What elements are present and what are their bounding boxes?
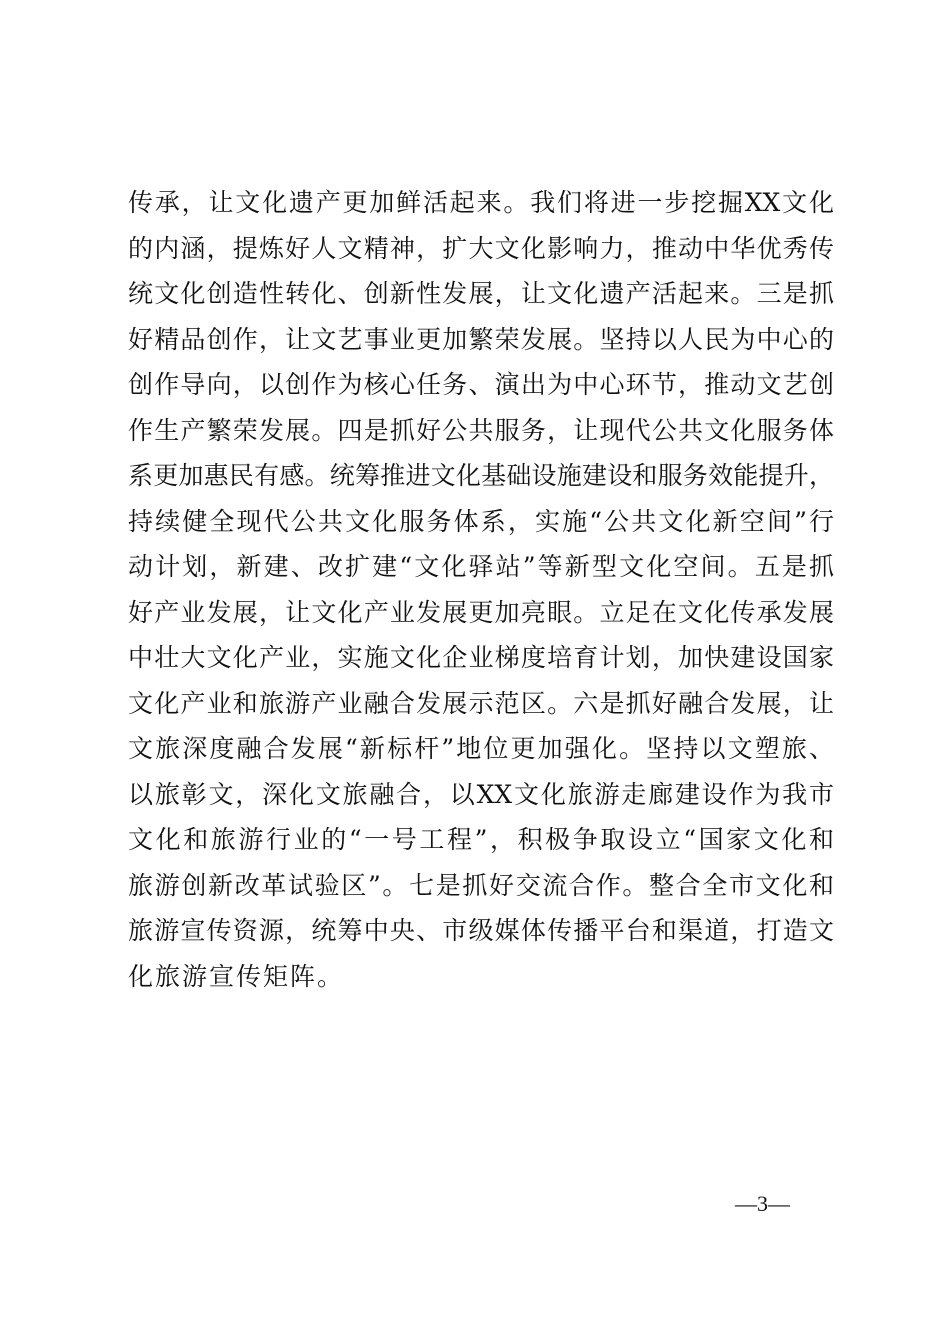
text-line: 作生产繁荣发展。四是抓好公共服务，让现代公共文化服务体 (128, 415, 834, 445)
text-line: 文旅深度融合发展“新标杆”地位更加强化。坚持以文塑旅、 (128, 734, 834, 763)
text-line: 旅游宣传资源，统筹中央、市级媒体传播平台和渠道，打造文 (128, 916, 834, 945)
text-line: 的内涵，提炼好人文精神，扩大文化影响力，推动中华优秀传 (128, 233, 834, 263)
text-line: 中壮大文化产业，实施文化企业梯度培育计划，加快建设国家 (128, 643, 834, 672)
text-line: 文化和旅游行业的“一号工程”，积极争取设立“国家文化和 (128, 825, 834, 854)
body-paragraph (128, 180, 834, 999)
text-line: 系更加惠民有感。统筹推进文化基础设施建设和服务效能提升， (128, 461, 834, 490)
text-line: 统文化创造性转化、创新性发展，让文化遗产活起来。三是抓 (128, 279, 834, 308)
text-line: 好精品创作，让文艺事业更加繁荣发展。坚持以人民为中心的 (128, 324, 834, 354)
text-line: 持续健全现代公共文化服务体系，实施“公共文化新空间”行 (128, 506, 834, 536)
text-line: 以旅彰文，深化文旅融合，以XX文化旅游走廊建设作为我市 (128, 779, 834, 809)
text-line: 创作导向，以创作为核心任务、演出为中心环节，推动文艺创 (128, 370, 834, 399)
text-line: 文化产业和旅游产业融合发展示范区。六是抓好融合发展，让 (128, 688, 834, 718)
text-line: 传承，让文化遗产更加鲜活起来。我们将进一步挖掘XX文化 (128, 188, 834, 217)
text-line: 动计划，新建、改扩建“文化驿站”等新型文化空间。五是抓 (128, 552, 834, 581)
page-number: —3— (735, 1191, 790, 1216)
text-line: 好产业发展，让文化产业发展更加亮眼。立足在文化传承发展 (128, 597, 834, 627)
text-line: 旅游创新改革试验区”。七是抓好交流合作。整合全市文化和 (128, 870, 834, 900)
text-line: 化旅游宣传矩阵。 (128, 961, 345, 991)
